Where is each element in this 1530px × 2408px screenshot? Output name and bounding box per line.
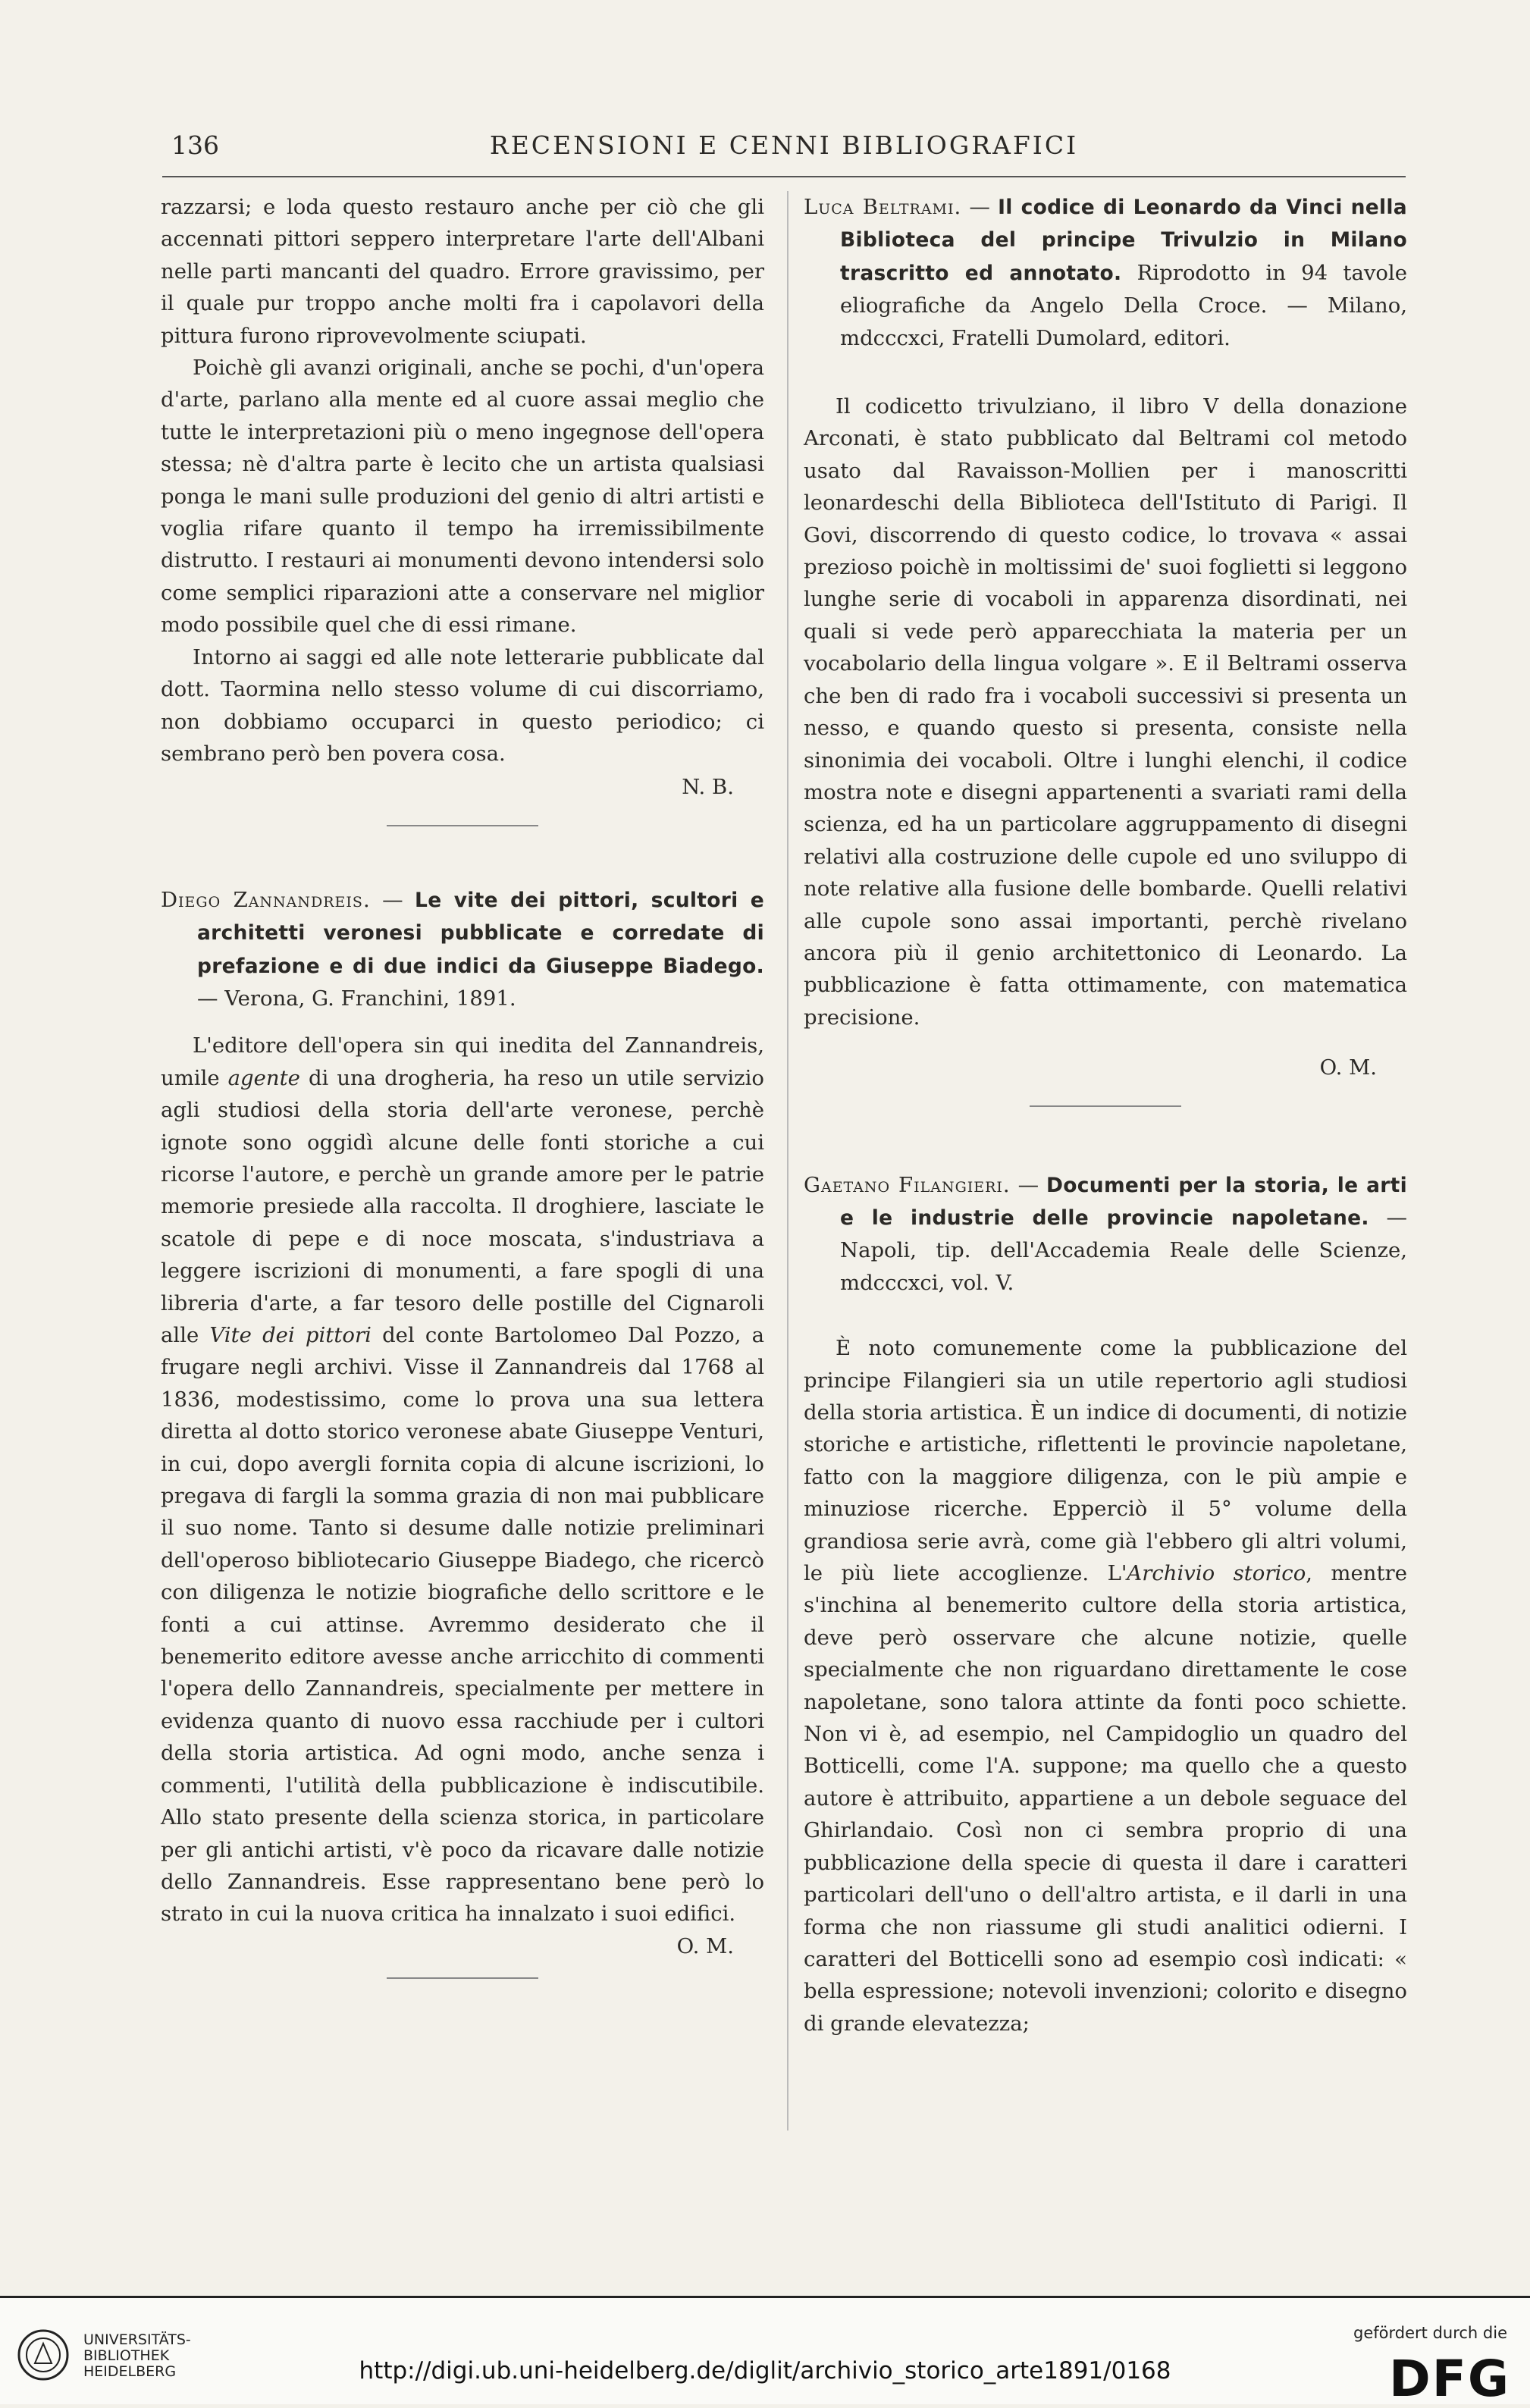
signature: O. M.: [1319, 1055, 1377, 1080]
entry-author: Gaetano Filangieri.: [804, 1172, 1011, 1197]
signature: O. M.: [676, 1933, 734, 1958]
entry-title: Le vite dei pittori, scultori e architetti veronesi pubblicate e corredate di prefazione e di due indici da Giuseppe Biadego.: [197, 888, 764, 978]
footer: [0, 2298, 1530, 2408]
paragraph: razzarsi; e loda questo restauro anche per ciò che gli accennati pittori seppero interpretare l'arte dell'Albani nelle parti mancanti del quadro. Errore gravissimo, per il quale pur troppo anche molti fra i capolavori della pittura furono riprovevolmente sciupati.: [161, 195, 764, 348]
signature: N. B.: [682, 775, 734, 800]
funding-note: gefördert durch die: [1353, 2324, 1507, 2342]
separator: [387, 825, 538, 826]
university-library-name: UNIVERSITÄTS- BIBLIOTHEK HEIDELBERG: [83, 2331, 191, 2380]
right-column: [804, 191, 1407, 2040]
page-number: 136: [171, 130, 219, 160]
entry-publication: — Napoli, tip. dell'Accademia Reale delle Scienze, mdcccxci, vol. V.: [840, 1205, 1408, 1295]
separator: [1030, 1105, 1181, 1107]
paragraph: Il codicetto trivulziano, il libro V della donazione Arconati, è stato pubblicato dal Beltrami col metodo usato dal Ravaisson-Mollien per i manoscritti leonardeschi della Biblioteca dell'Istituto di Parigi. Il Govi, discorrendo di questo codice, lo trovava « assai prezioso poichè in moltissimi de' suoi foglietti si leggono lunghe serie di vocaboli in apparenza disordinati, nei quali si vede però apparecchiata la materia per un vocabolario della lingua volgare ». E il Beltrami osserva che ben di rado fra i vocaboli successivi si presenta un nesso, e quando questo si presenta, consiste nella sinonimia dei vocaboli. Oltre i lunghi elenchi, il codice mostra note e disegni appartenenti a svariati rami della scienza, ed ha un particolare aggruppamento di disegni relativi alla costruzione delle cupole ed uno sviluppo di note relative alla fusione delle bombarde. Quelli relativi alle cupole sono assai importanti, perchè rivelano ancora più il genio architettonico di Leonardo. La pubblicazione è fatta ottimamente, con matematica precisione.: [804, 394, 1407, 1030]
permalink[interactable]: http://digi.ub.uni-heidelberg.de/diglit/archivio_storico_arte1891/0168: [359, 2357, 1171, 2384]
separator: [387, 1977, 538, 1979]
entry-title: Documenti per la storia, le arti e le industrie delle provincie napoletane.: [840, 1173, 1408, 1230]
review-entry-filangieri: Gaetano Filangieri. — Documenti per la storia, le arti e le industrie delle provincie napoletane. — Napoli, tip. dell'Accademia Reale delle Scienze, mdcccxci, vol. V.: [804, 1172, 1408, 1295]
header-rule: [162, 176, 1406, 177]
running-title: RECENSIONI E CENNI BIBLIOGRAFICI: [489, 130, 1079, 160]
dfg-logo: DFG: [1388, 2350, 1510, 2408]
entry-author: Luca Beltrami.: [804, 195, 962, 219]
paragraph: Poichè gli avanzi originali, anche se pochi, d'un'opera d'arte, parlano alla mente ed al cuore assai meglio che tutte le interpretazioni più o meno ingegnose dell'opera stessa; nè d'altra parte è lecito che un artista qualsiasi ponga le mani sulle produzioni del genio di altri artisti e voglia rifare quanto il tempo ha irremissibilmente distrutto. I restauri ai monumenti devono intendersi solo come semplici riparazioni atte a conservare nel miglior modo possibile quel che di essi rimane.: [161, 356, 764, 638]
paragraph: È noto comunemente come la pubblicazione del principe Filangieri sia un utile repertorio agli studiosi della storia artistica. È un indice di documenti, di notizie storiche e artistiche, riflettenti le provincie napoletane, fatto con la maggiore diligenza, con le più ampie e minuziose ricerche. Epperciò il 5° volume della grandiosa serie avrà, come già l'ebbero gli altri volumi, le più liete accoglienze. L'Archivio storico, mentre s'inchina al benemerito cultore della storia artistica, deve però osservare che alcune notizie, quelle specialmente che non riguardano direttamente le cose napoletane, sono talora attinte da fonti poco schiette. Non vi è, ad esempio, nel Campidoglio un quadro del Botticelli, come l'A. suppone; ma quello che a questo autore è attribuito, appartiene a un debole seguace del Ghirlandaio. Così non ci sembra proprio di una pubblicazione della specie di questa il dare i caratteri particolari dell'uno o dell'altro artista, e il darli in una forma che non riassume gli studi analitici odierni. I caratteri del Botticelli sono ad esempio così indicati: « bella espressione; notevoli invenzioni; colorito e disegno di grande elevatezza;: [804, 1336, 1407, 2036]
running-header: [162, 130, 1406, 176]
review-entry-zannandreis: Diego Zannandreis. — Le vite dei pittori, scultori e architetti veronesi pubblicate e corredate di prefazione e di due indici da Giuseppe Biadego. — Verona, G. Franchini, 1891.: [161, 887, 764, 1011]
left-column: [161, 191, 764, 1979]
paragraph: Intorno ai saggi ed alle note letterarie pubblicate dal dott. Taormina nello stesso volume di cui discorriamo, non dobbiamo occuparci in questo periodico; ci sembrano però ben povera cosa.: [161, 644, 764, 766]
column-divider: [787, 191, 789, 2131]
paragraph: L'editore dell'opera sin qui inedita del Zannandreis, umile agente di una drogheria, ha reso un utile servizio agli studiosi della storia dell'arte veronese, perchè ignote sono oggidì alcune delle fonti storiche a cui ricorse l'autore, e perchè un grande amore per le patrie memorie presiede alla raccolta. Il droghiere, lasciate le scatole di pepe e di noce moscata, s'industriava a leggere iscrizioni di monumenti, a fare spogli di una libreria d'arte, a far tesoro delle postille del Cignaroli alle Vite dei pittori del conte Bartolomeo Dal Pozzo, a frugare negli archivi. Visse il Zannandreis dal 1768 al 1836, modestissimo, come lo prova una sua lettera diretta al dotto storico veronese abate Giuseppe Venturi, in cui, dopo avergli fornita copia di alcune iscrizioni, lo pregava di fargli la somma grazia di non mai pubblicare il suo nome. Tanto si desume dalle notizie preliminari dell'operoso bibliotecario Giuseppe Biadego, che ricercò con diligenza le notizie biografiche dello scrittore e le fonti a cui attinse. Avremmo desiderato che il benemerito editore avesse anche arricchito di commenti l'opera dello Zannandreis, specialmente per mettere in evidenza quanto di nuovo essa racchiude per i cultori della storia artistica. Ad ogni modo, anche senza i commenti, l'utilità della pubblicazione è indiscutibile. Allo stato presente della scienza storica, in particolare per gli antichi artisti, v'è poco da ricavare dalle notizie dello Zannandreis. Esse rappresentano bene però lo strato in cui la nuova critica ha innalzato i suoi edifici.: [161, 1033, 764, 1927]
entry-publication: — Verona, G. Franchini, 1891.: [197, 986, 516, 1011]
entry-publication: Riprodotto in 94 tavole eliografiche da Angelo Della Croce. — Milano, mdcccxci, Fratelli Dumolard, editori.: [840, 260, 1408, 350]
review-entry-beltrami: Luca Beltrami. — Il codice di Leonardo da Vinci nella Biblioteca del principe Trivulzio in Milano trascritto ed annotato. Riprodotto in 94 tavole eliografiche da Angelo Della Croce. — Milano, mdcccxci, Fratelli Dumolard, editori.: [804, 195, 1408, 350]
entry-title: Il codice di Leonardo da Vinci nella Biblioteca del principe Trivulzio in Milano trascritto ed annotato.: [840, 196, 1407, 285]
entry-author: Diego Zannandreis.: [161, 887, 371, 912]
